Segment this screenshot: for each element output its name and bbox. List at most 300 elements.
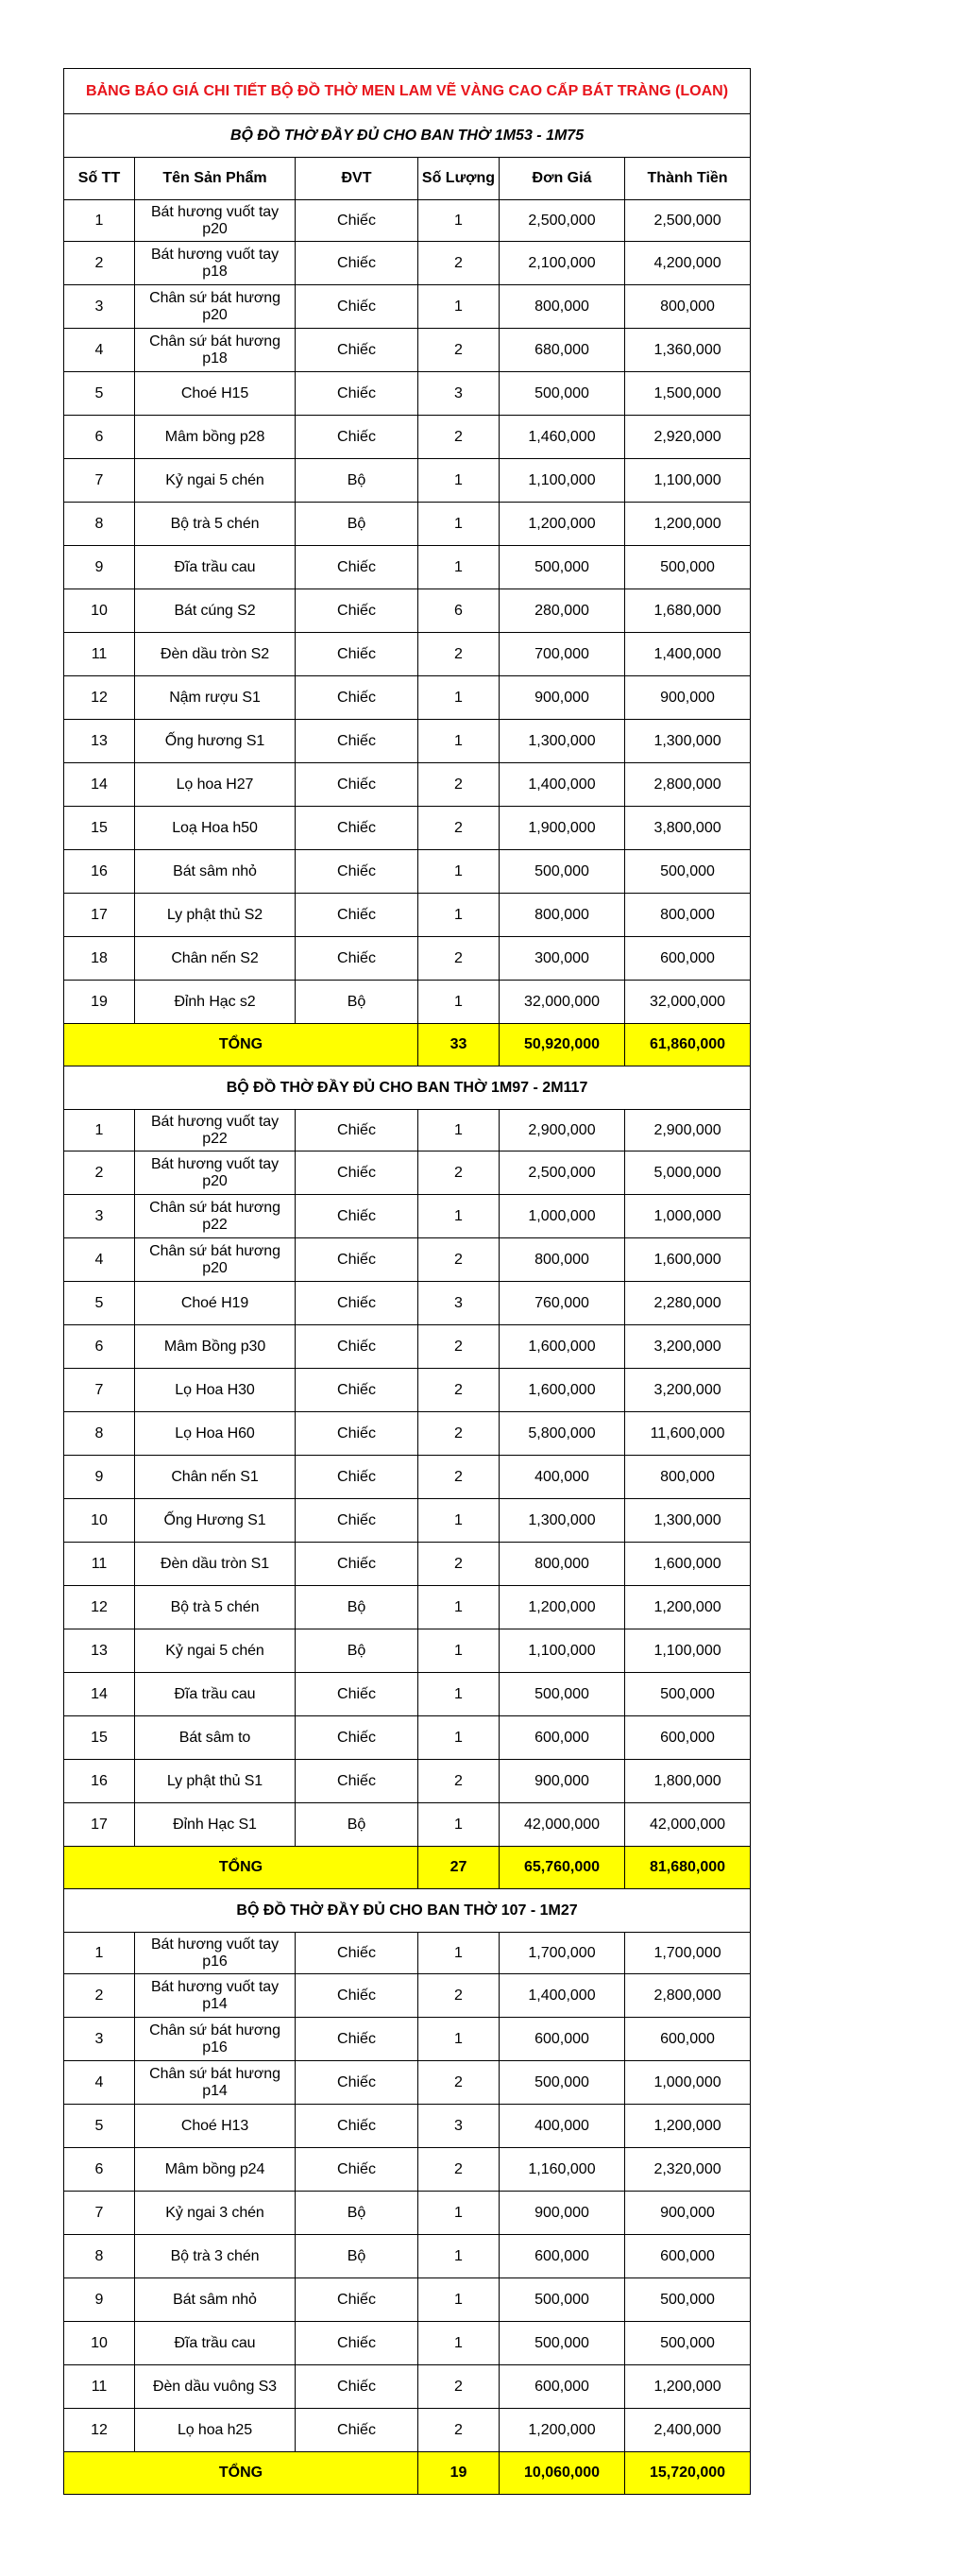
section-heading: BỘ ĐỒ THỜ ĐẦY ĐỦ CHO BAN THỜ 107 - 1M27 [64,1889,751,1933]
total-amount: 61,860,000 [625,1024,751,1066]
row-quantity: 1 [418,2322,500,2365]
total-label: TỔNG [64,1847,418,1889]
row-quantity: 1 [418,2235,500,2278]
row-stt: 13 [64,1629,135,1673]
row-quantity: 2 [418,807,500,850]
row-unit: Chiếc [296,850,418,894]
row-amount: 1,600,000 [625,1238,751,1282]
row-product-name: Lọ Hoa H30 [135,1369,296,1412]
row-quantity: 2 [418,1369,500,1412]
row-amount: 1,500,000 [625,372,751,416]
table-row [64,503,751,546]
row-stt: 4 [64,2061,135,2105]
row-unit: Bộ [296,503,418,546]
row-product-name: Đĩa trầu cau [135,546,296,589]
row-product-name: Bộ trà 5 chén [135,503,296,546]
table-row [64,981,751,1024]
table-row [64,633,751,676]
row-amount: 500,000 [625,546,751,589]
row-quantity: 1 [418,459,500,503]
row-unit-price: 1,460,000 [500,416,625,459]
row-quantity: 1 [418,503,500,546]
row-unit: Chiếc [296,1456,418,1499]
row-amount: 1,200,000 [625,503,751,546]
row-product-name: Bát sâm nhỏ [135,850,296,894]
row-unit-price: 500,000 [500,2061,625,2105]
section-heading: BỘ ĐỒ THỜ ĐẦY ĐỦ CHO BAN THỜ 1M97 - 2M117 [64,1066,751,1110]
row-quantity: 2 [418,2409,500,2452]
table-row [64,937,751,981]
row-unit: Chiếc [296,2322,418,2365]
row-product-name: Ống hương S1 [135,720,296,763]
row-unit: Chiếc [296,2278,418,2322]
row-product-name: Bát hương vuốt tay p18 [135,242,296,285]
row-product-name: Bát sâm to [135,1716,296,1760]
row-stt: 12 [64,2409,135,2452]
row-unit-price: 2,100,000 [500,242,625,285]
row-unit: Chiếc [296,1152,418,1195]
row-amount: 3,800,000 [625,807,751,850]
row-unit: Chiếc [296,1933,418,1974]
row-product-name: Đỉnh Hạc S1 [135,1803,296,1847]
row-unit: Chiếc [296,633,418,676]
row-unit: Chiếc [296,807,418,850]
table-row [64,894,751,937]
row-amount: 5,000,000 [625,1152,751,1195]
total-unit-price: 65,760,000 [500,1847,625,1889]
row-quantity: 1 [418,1803,500,1847]
row-stt: 6 [64,2148,135,2192]
row-amount: 1,800,000 [625,1760,751,1803]
total-label: TỔNG [64,2452,418,2495]
total-unit-price: 50,920,000 [500,1024,625,1066]
table-row [64,1586,751,1629]
section-heading: BỘ ĐỒ THỜ ĐẦY ĐỦ CHO BAN THỜ 1M53 - 1M75 [64,114,751,158]
row-unit-price: 500,000 [500,2322,625,2365]
row-unit-price: 900,000 [500,2192,625,2235]
row-unit-price: 1,100,000 [500,459,625,503]
table-row [64,1760,751,1803]
row-stt: 11 [64,1543,135,1586]
total-unit-price: 10,060,000 [500,2452,625,2495]
row-unit-price: 800,000 [500,894,625,937]
row-quantity: 6 [418,589,500,633]
row-quantity: 1 [418,1716,500,1760]
row-unit-price: 400,000 [500,2105,625,2148]
row-amount: 3,200,000 [625,1325,751,1369]
row-amount: 42,000,000 [625,1803,751,1847]
section-heading-row [64,114,751,158]
row-product-name: Chân sứ bát hương p14 [135,2061,296,2105]
row-unit-price: 1,300,000 [500,720,625,763]
row-quantity: 3 [418,372,500,416]
row-unit: Chiếc [296,2148,418,2192]
row-unit: Chiếc [296,1499,418,1543]
row-product-name: Đèn dầu vuông S3 [135,2365,296,2409]
table-row [64,2322,751,2365]
total-row [64,2452,751,2495]
row-unit: Chiếc [296,200,418,242]
row-stt: 12 [64,676,135,720]
table-row [64,1152,751,1195]
total-row [64,1024,751,1066]
table-row [64,372,751,416]
title-row [64,69,751,114]
table-row [64,1803,751,1847]
table-row [64,2235,751,2278]
row-unit: Chiếc [296,763,418,807]
row-stt: 10 [64,2322,135,2365]
row-product-name: Lọ hoa H27 [135,763,296,807]
row-unit: Bộ [296,981,418,1024]
total-quantity: 19 [418,2452,500,2495]
header-stt: Số TT [64,158,135,200]
row-amount: 600,000 [625,1716,751,1760]
row-stt: 2 [64,1152,135,1195]
row-stt: 11 [64,2365,135,2409]
row-amount: 2,320,000 [625,2148,751,2192]
row-amount: 2,920,000 [625,416,751,459]
row-stt: 4 [64,1238,135,1282]
row-quantity: 1 [418,981,500,1024]
row-quantity: 2 [418,329,500,372]
row-stt: 17 [64,1803,135,1847]
row-unit-price: 1,200,000 [500,503,625,546]
row-product-name: Lọ Hoa H60 [135,1412,296,1456]
row-amount: 1,400,000 [625,633,751,676]
total-quantity: 27 [418,1847,500,1889]
row-stt: 7 [64,459,135,503]
row-amount: 1,600,000 [625,1543,751,1586]
row-amount: 900,000 [625,2192,751,2235]
table-row [64,1325,751,1369]
table-row [64,1110,751,1152]
row-stt: 9 [64,1456,135,1499]
row-product-name: Choé H15 [135,372,296,416]
row-product-name: Kỷ ngai 5 chén [135,459,296,503]
row-product-name: Bát hương vuốt tay p20 [135,1152,296,1195]
row-stt: 16 [64,1760,135,1803]
row-amount: 11,600,000 [625,1412,751,1456]
row-amount: 1,000,000 [625,1195,751,1238]
row-product-name: Bộ trà 5 chén [135,1586,296,1629]
row-amount: 500,000 [625,1673,751,1716]
row-product-name: Bát cúng S2 [135,589,296,633]
row-unit-price: 2,500,000 [500,200,625,242]
table-row [64,676,751,720]
row-amount: 600,000 [625,937,751,981]
table-row [64,850,751,894]
row-unit: Bộ [296,1629,418,1673]
row-unit-price: 32,000,000 [500,981,625,1024]
row-amount: 1,200,000 [625,1586,751,1629]
row-quantity: 2 [418,1325,500,1369]
row-product-name: Ống Hương S1 [135,1499,296,1543]
row-amount: 500,000 [625,850,751,894]
row-quantity: 1 [418,676,500,720]
row-quantity: 3 [418,2105,500,2148]
row-amount: 2,900,000 [625,1110,751,1152]
row-product-name: Chân sứ bát hương p20 [135,285,296,329]
row-stt: 2 [64,242,135,285]
row-amount: 4,200,000 [625,242,751,285]
row-unit-price: 400,000 [500,1456,625,1499]
row-unit-price: 1,400,000 [500,763,625,807]
header-amount: Thành Tiền [625,158,751,200]
row-unit-price: 800,000 [500,1543,625,1586]
row-quantity: 1 [418,2192,500,2235]
row-quantity: 2 [418,416,500,459]
row-product-name: Mâm Bồng p30 [135,1325,296,1369]
row-unit: Chiếc [296,416,418,459]
row-stt: 18 [64,937,135,981]
row-unit-price: 600,000 [500,2018,625,2061]
section-heading-row [64,1066,751,1110]
row-unit-price: 1,300,000 [500,1499,625,1543]
row-product-name: Chân sứ bát hương p18 [135,329,296,372]
row-unit: Chiếc [296,2105,418,2148]
row-stt: 13 [64,720,135,763]
row-unit: Chiếc [296,285,418,329]
row-unit-price: 280,000 [500,589,625,633]
row-amount: 800,000 [625,285,751,329]
row-unit-price: 1,200,000 [500,1586,625,1629]
row-product-name: Chân nến S2 [135,937,296,981]
row-quantity: 2 [418,937,500,981]
row-amount: 500,000 [625,2322,751,2365]
row-unit-price: 1,600,000 [500,1325,625,1369]
row-stt: 17 [64,894,135,937]
row-product-name: Đỉnh Hạc s2 [135,981,296,1024]
row-quantity: 2 [418,1152,500,1195]
row-unit-price: 900,000 [500,676,625,720]
row-stt: 5 [64,2105,135,2148]
total-quantity: 33 [418,1024,500,1066]
row-unit: Chiếc [296,2018,418,2061]
row-quantity: 2 [418,2148,500,2192]
row-stt: 8 [64,503,135,546]
total-label: TỔNG [64,1024,418,1066]
row-quantity: 2 [418,633,500,676]
table-row [64,1499,751,1543]
row-unit: Chiếc [296,2409,418,2452]
row-unit: Bộ [296,2192,418,2235]
row-quantity: 1 [418,1499,500,1543]
row-unit-price: 800,000 [500,285,625,329]
row-quantity: 1 [418,850,500,894]
row-amount: 1,360,000 [625,329,751,372]
table-row [64,1456,751,1499]
document-title: BẢNG BÁO GIÁ CHI TIẾT BỘ ĐỒ THỜ MEN LAM VẼ VÀNG CAO CẤP BÁT TRÀNG (LOAN) [64,69,751,114]
row-quantity: 1 [418,1673,500,1716]
table-row [64,2365,751,2409]
row-stt: 14 [64,1673,135,1716]
row-product-name: Kỷ ngai 5 chén [135,1629,296,1673]
row-product-name: Ly phật thủ S1 [135,1760,296,1803]
row-quantity: 1 [418,2278,500,2322]
row-product-name: Mâm bồng p24 [135,2148,296,2192]
row-unit: Chiếc [296,1325,418,1369]
row-stt: 3 [64,1195,135,1238]
row-product-name: Choé H19 [135,1282,296,1325]
row-quantity: 2 [418,1543,500,1586]
row-product-name: Chân sứ bát hương p20 [135,1238,296,1282]
row-unit: Chiếc [296,589,418,633]
row-unit: Chiếc [296,1412,418,1456]
total-row [64,1847,751,1889]
row-unit-price: 900,000 [500,1760,625,1803]
row-unit: Bộ [296,1803,418,1847]
table-row [64,242,751,285]
table-row [64,2018,751,2061]
row-quantity: 1 [418,200,500,242]
row-stt: 7 [64,2192,135,2235]
row-amount: 1,300,000 [625,720,751,763]
row-quantity: 2 [418,2365,500,2409]
row-stt: 16 [64,850,135,894]
row-unit: Chiếc [296,1238,418,1282]
row-amount: 2,800,000 [625,763,751,807]
table-row [64,1673,751,1716]
row-unit-price: 5,800,000 [500,1412,625,1456]
row-product-name: Đĩa trầu cau [135,1673,296,1716]
row-stt: 1 [64,200,135,242]
header-quantity: Số Lượng [418,158,500,200]
row-unit: Chiếc [296,894,418,937]
row-unit: Chiếc [296,372,418,416]
row-unit-price: 600,000 [500,2235,625,2278]
row-unit-price: 1,200,000 [500,2409,625,2452]
row-unit: Chiếc [296,1195,418,1238]
table-row [64,1933,751,1974]
row-quantity: 2 [418,1412,500,1456]
row-product-name: Loạ Hoa h50 [135,807,296,850]
row-unit-price: 1,900,000 [500,807,625,850]
row-stt: 12 [64,1586,135,1629]
table-row [64,329,751,372]
row-product-name: Đĩa trầu cau [135,2322,296,2365]
row-quantity: 1 [418,720,500,763]
row-stt: 5 [64,372,135,416]
row-quantity: 2 [418,1974,500,2018]
header-unit: ĐVT [296,158,418,200]
row-quantity: 2 [418,242,500,285]
row-product-name: Mâm bồng p28 [135,416,296,459]
row-stt: 15 [64,807,135,850]
row-stt: 6 [64,416,135,459]
row-product-name: Bát hương vuốt tay p16 [135,1933,296,1974]
row-product-name: Ly phật thủ S2 [135,894,296,937]
row-amount: 1,100,000 [625,459,751,503]
row-stt: 5 [64,1282,135,1325]
table-row [64,1629,751,1673]
row-stt: 1 [64,1933,135,1974]
row-product-name: Bộ trà 3 chén [135,2235,296,2278]
row-stt: 3 [64,2018,135,2061]
row-unit-price: 1,160,000 [500,2148,625,2192]
row-quantity: 1 [418,546,500,589]
row-stt: 7 [64,1369,135,1412]
row-amount: 2,500,000 [625,200,751,242]
row-unit-price: 500,000 [500,1673,625,1716]
row-product-name: Bát hương vuốt tay p14 [135,1974,296,2018]
row-stt: 1 [64,1110,135,1152]
row-unit-price: 760,000 [500,1282,625,1325]
row-amount: 1,100,000 [625,1629,751,1673]
row-unit-price: 2,900,000 [500,1110,625,1152]
row-amount: 1,700,000 [625,1933,751,1974]
table-row [64,1716,751,1760]
row-quantity: 3 [418,1282,500,1325]
row-amount: 1,300,000 [625,1499,751,1543]
row-unit-price: 600,000 [500,1716,625,1760]
row-amount: 800,000 [625,894,751,937]
row-unit-price: 1,100,000 [500,1629,625,1673]
row-product-name: Đèn dầu tròn S1 [135,1543,296,1586]
table-row [64,1543,751,1586]
row-stt: 8 [64,1412,135,1456]
row-stt: 19 [64,981,135,1024]
row-unit-price: 680,000 [500,329,625,372]
section-heading-row [64,1889,751,1933]
row-amount: 800,000 [625,1456,751,1499]
row-quantity: 1 [418,2018,500,2061]
column-header-row [64,158,751,200]
row-product-name: Đèn dầu tròn S2 [135,633,296,676]
row-unit: Chiếc [296,1543,418,1586]
header-unit-price: Đơn Giá [500,158,625,200]
row-product-name: Lọ hoa h25 [135,2409,296,2452]
row-stt: 6 [64,1325,135,1369]
row-stt: 9 [64,546,135,589]
header-product: Tên Sản Phẩm [135,158,296,200]
row-stt: 15 [64,1716,135,1760]
row-stt: 8 [64,2235,135,2278]
row-amount: 1,000,000 [625,2061,751,2105]
row-stt: 2 [64,1974,135,2018]
table-row [64,763,751,807]
row-quantity: 2 [418,1760,500,1803]
row-amount: 32,000,000 [625,981,751,1024]
table-row [64,2409,751,2452]
row-unit: Chiếc [296,2061,418,2105]
price-quote-table [63,68,751,2495]
total-amount: 81,680,000 [625,1847,751,1889]
row-quantity: 2 [418,1456,500,1499]
row-product-name: Kỷ ngai 3 chén [135,2192,296,2235]
table-row [64,1369,751,1412]
row-product-name: Bát sâm nhỏ [135,2278,296,2322]
row-product-name: Chân nến S1 [135,1456,296,1499]
row-product-name: Nậm rượu S1 [135,676,296,720]
row-unit-price: 1,600,000 [500,1369,625,1412]
row-product-name: Choé H13 [135,2105,296,2148]
table-row [64,2278,751,2322]
row-unit: Bộ [296,459,418,503]
row-stt: 3 [64,285,135,329]
table-row [64,807,751,850]
row-unit-price: 42,000,000 [500,1803,625,1847]
row-stt: 10 [64,1499,135,1543]
row-product-name: Bát hương vuốt tay p20 [135,200,296,242]
row-amount: 1,200,000 [625,2105,751,2148]
row-unit: Chiếc [296,1282,418,1325]
table-row [64,2061,751,2105]
row-stt: 9 [64,2278,135,2322]
row-unit-price: 500,000 [500,546,625,589]
row-product-name: Chân sứ bát hương p22 [135,1195,296,1238]
row-quantity: 1 [418,1629,500,1673]
